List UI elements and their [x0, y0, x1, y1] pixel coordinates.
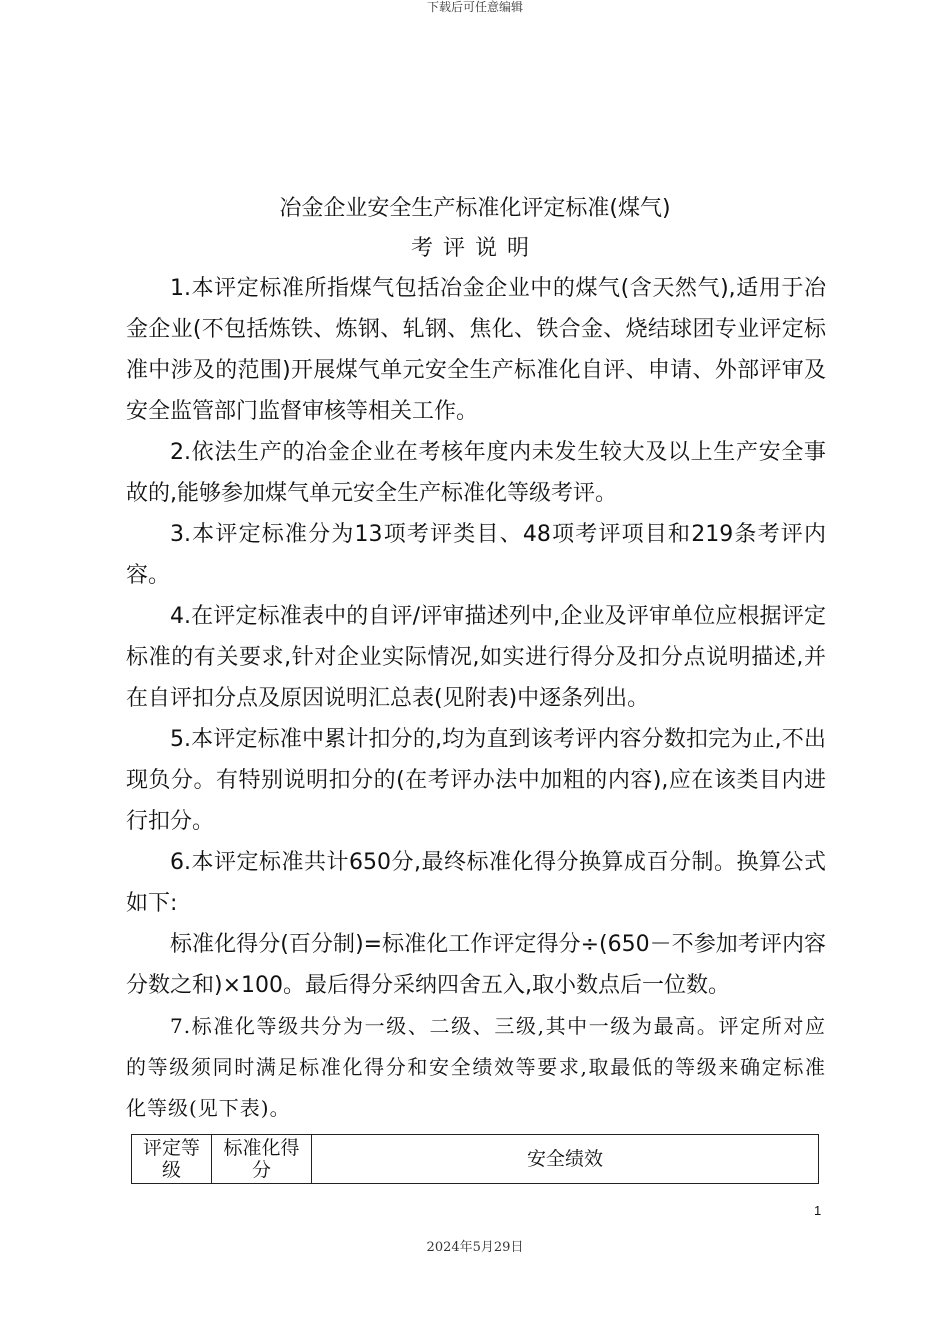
grade-table — [131, 1134, 819, 1184]
paragraph-2: 2.依法生产的冶金企业在考核年度内未发生较大及以上生产安全事故的,能够参加煤气单元安全生产标准化等级考评。 — [126, 440, 826, 506]
header-score: 标准化得分 — [212, 1135, 312, 1184]
paragraph-6: 6.本评定标准共计650分,最终标准化得分换算成百分制。换算公式如下: — [126, 850, 826, 916]
paragraph-4: 4.在评定标准表中的自评/评审描述列中,企业及评审单位应根据评定标准的有关要求,针对企业实际情况,如实进行得分及扣分点说明描述,并在自评扣分点及原因说明汇总表(见附表)中逐条列出。 — [126, 604, 826, 711]
table-header-row — [132, 1135, 819, 1184]
header-note: 下载后可任意编辑 — [426, 0, 523, 14]
header-grade: 评定等级 — [132, 1135, 212, 1184]
footer-date: 2024年5月29日 — [426, 1240, 524, 1255]
document-title: 冶金企业安全生产标准化评定标准(煤气) — [279, 196, 671, 221]
document-body — [126, 268, 826, 1129]
page-number: 1 — [814, 1203, 822, 1218]
paragraph-1: 1.本评定标准所指煤气包括冶金企业中的煤气(含天然气),适用于冶金企业(不包括炼铁、炼钢、轧钢、焦化、铁合金、烧结球团专业评定标准中涉及的范围)开展煤气单元安全生产标准化自评、申请、外部评审及安全监管部门监督审核等相关工作。 — [126, 276, 826, 424]
formula-paragraph: 标准化得分(百分制)=标准化工作评定得分÷(650－不参加考评内容分数之和)×100。最后得分采纳四舍五入,取小数点后一位数。 — [126, 932, 826, 998]
paragraph-3: 3.本评定标准分为13项考评类目、48项考评项目和219条考评内容。 — [126, 522, 826, 588]
paragraph-7: 7.标准化等级共分为一级、二级、三级,其中一级为最高。评定所对应的等级须同时满足标准化得分和安全绩效等要求,取最低的等级来确定标准化等级(见下表)。 — [126, 1014, 826, 1120]
header-safety-performance: 安全绩效 — [312, 1135, 819, 1184]
document-subtitle: 考评说明 — [410, 236, 539, 261]
paragraph-5: 5.本评定标准中累计扣分的,均为直到该考评内容分数扣完为止,不出现负分。有特别说明扣分的(在考评办法中加粗的内容),应在该类目内进行扣分。 — [126, 727, 826, 834]
